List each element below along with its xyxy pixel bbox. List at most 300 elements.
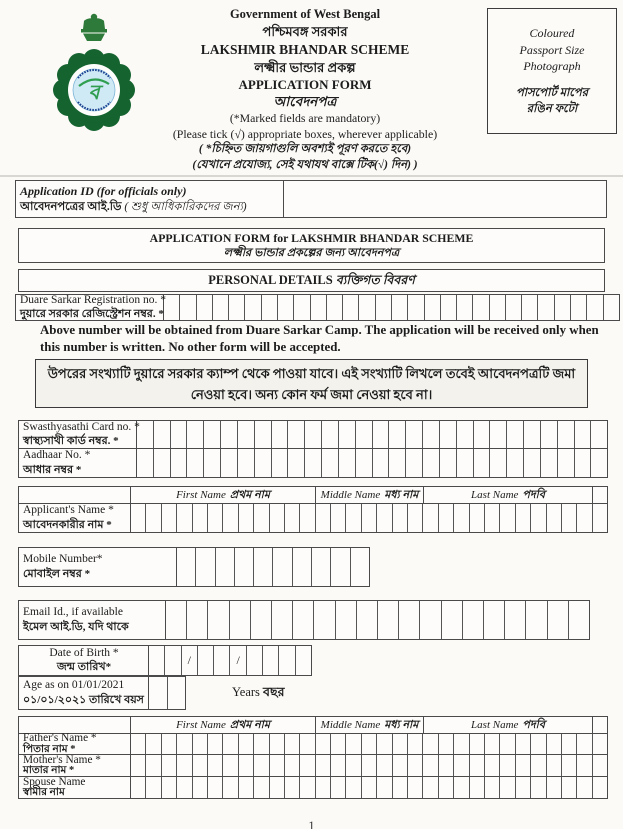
- char-box[interactable]: [284, 734, 299, 754]
- char-box[interactable]: [237, 449, 254, 477]
- char-box[interactable]: [407, 734, 422, 754]
- char-box[interactable]: [228, 295, 244, 320]
- char-box[interactable]: [424, 295, 440, 320]
- char-box[interactable]: [441, 601, 462, 639]
- char-box[interactable]: [310, 295, 326, 320]
- char-box[interactable]: [422, 504, 437, 532]
- char-box[interactable]: [576, 755, 591, 776]
- char-box[interactable]: [456, 421, 473, 448]
- char-box[interactable]: [469, 504, 484, 532]
- char-box[interactable]: [161, 504, 176, 532]
- char-box[interactable]: [186, 601, 207, 639]
- char-box[interactable]: [592, 734, 607, 754]
- char-box[interactable]: [207, 601, 228, 639]
- char-box[interactable]: [499, 734, 514, 754]
- char-box[interactable]: [250, 601, 271, 639]
- char-box[interactable]: [546, 777, 561, 798]
- char-box[interactable]: [372, 449, 389, 477]
- char-box[interactable]: [469, 734, 484, 754]
- application-id-label-en: Application ID (for officials only): [20, 183, 187, 198]
- char-box[interactable]: [315, 777, 330, 798]
- aadhaar-input-boxes[interactable]: [137, 449, 607, 477]
- family-header-end-cell: [593, 717, 607, 733]
- char-box[interactable]: [272, 548, 291, 586]
- char-box[interactable]: [222, 755, 237, 776]
- char-box[interactable]: [137, 449, 153, 477]
- dob-input-boxes[interactable]: [149, 646, 311, 675]
- char-box[interactable]: [570, 295, 586, 320]
- char-box[interactable]: [557, 421, 574, 448]
- char-box[interactable]: [192, 734, 207, 754]
- char-box[interactable]: [453, 734, 468, 754]
- char-box[interactable]: [196, 295, 212, 320]
- char-box[interactable]: [456, 295, 472, 320]
- char-box[interactable]: [561, 777, 576, 798]
- char-box[interactable]: [376, 504, 391, 532]
- field-email-id: [18, 600, 590, 640]
- char-box[interactable]: [170, 421, 187, 448]
- char-box[interactable]: [176, 734, 191, 754]
- char-box[interactable]: [284, 755, 299, 776]
- char-box[interactable]: [376, 777, 391, 798]
- family-header-spacer: [19, 717, 131, 733]
- char-box[interactable]: [292, 548, 311, 586]
- char-box[interactable]: [473, 421, 490, 448]
- char-box[interactable]: [254, 421, 271, 448]
- char-box[interactable]: [392, 777, 407, 798]
- char-box[interactable]: [590, 421, 607, 448]
- char-box[interactable]: [546, 755, 561, 776]
- char-box[interactable]: [530, 777, 545, 798]
- char-box[interactable]: [422, 449, 439, 477]
- char-box[interactable]: [345, 755, 360, 776]
- char-box[interactable]: [131, 734, 145, 754]
- char-box[interactable]: /: [229, 646, 245, 675]
- form-banner: [18, 228, 605, 263]
- char-box[interactable]: [537, 295, 553, 320]
- char-box[interactable]: [438, 777, 453, 798]
- char-box[interactable]: [521, 295, 537, 320]
- char-box[interactable]: [313, 601, 334, 639]
- char-box[interactable]: [392, 755, 407, 776]
- char-box[interactable]: [489, 421, 506, 448]
- char-box[interactable]: [299, 734, 314, 754]
- char-box[interactable]: [372, 421, 389, 448]
- form-title-bn: আবেদনপত্র: [273, 94, 337, 109]
- char-box[interactable]: [246, 646, 262, 675]
- family-middle-name-header: Middle Name মধ্য নাম: [316, 717, 424, 733]
- char-box[interactable]: [254, 449, 271, 477]
- char-box[interactable]: [137, 421, 153, 448]
- char-box[interactable]: [505, 295, 521, 320]
- char-box[interactable]: [220, 421, 237, 448]
- name-columns-header: [18, 486, 608, 503]
- char-box[interactable]: [176, 777, 191, 798]
- char-box[interactable]: [419, 601, 440, 639]
- char-box[interactable]: [186, 421, 203, 448]
- char-box[interactable]: [222, 734, 237, 754]
- char-box[interactable]: [330, 777, 345, 798]
- char-box[interactable]: [203, 449, 220, 477]
- char-box[interactable]: [355, 449, 372, 477]
- char-box[interactable]: [131, 777, 145, 798]
- char-box[interactable]: [195, 548, 214, 586]
- char-box[interactable]: [388, 421, 405, 448]
- char-box[interactable]: [203, 421, 220, 448]
- char-box[interactable]: [192, 755, 207, 776]
- char-box[interactable]: [472, 295, 488, 320]
- char-box[interactable]: [504, 601, 525, 639]
- char-box[interactable]: [499, 504, 514, 532]
- char-box[interactable]: [153, 449, 170, 477]
- char-box[interactable]: [456, 449, 473, 477]
- char-box[interactable]: [515, 504, 530, 532]
- field-date-of-birth: [18, 645, 312, 676]
- applicant-name-input-boxes[interactable]: [131, 504, 607, 532]
- spouse-name-input-boxes[interactable]: [131, 777, 607, 798]
- char-box[interactable]: [207, 734, 222, 754]
- char-box[interactable]: [422, 755, 437, 776]
- field-mobile-number: [18, 547, 370, 587]
- char-box[interactable]: [438, 504, 453, 532]
- email-input-boxes[interactable]: [166, 601, 589, 639]
- char-box[interactable]: [392, 734, 407, 754]
- char-box[interactable]: [576, 504, 591, 532]
- char-box[interactable]: [192, 777, 207, 798]
- char-box[interactable]: [576, 734, 591, 754]
- char-box[interactable]: [438, 734, 453, 754]
- char-box[interactable]: [166, 601, 186, 639]
- char-box[interactable]: [547, 601, 568, 639]
- char-box[interactable]: [315, 734, 330, 754]
- char-box[interactable]: [229, 601, 250, 639]
- char-box[interactable]: [358, 295, 374, 320]
- page-number: 1: [308, 818, 315, 829]
- char-box[interactable]: [453, 504, 468, 532]
- char-box[interactable]: [253, 734, 268, 754]
- mother-name-label: Mother's Name * মাতার নাম *: [19, 755, 131, 776]
- char-box[interactable]: [483, 601, 504, 639]
- char-box[interactable]: [391, 295, 407, 320]
- char-box[interactable]: [149, 677, 167, 709]
- char-box[interactable]: [330, 548, 349, 586]
- family-names-table: [18, 716, 608, 799]
- char-box[interactable]: [592, 777, 607, 798]
- char-box[interactable]: [484, 734, 499, 754]
- application-id-label-bn: আবেদনপত্রের আই.ডি ( শুধু আধিকারিকদের জন্য): [20, 200, 247, 213]
- char-box[interactable]: [149, 646, 164, 675]
- char-box[interactable]: [330, 504, 345, 532]
- char-box[interactable]: [407, 777, 422, 798]
- char-box[interactable]: [440, 295, 456, 320]
- char-box[interactable]: [326, 295, 342, 320]
- char-box[interactable]: [439, 449, 456, 477]
- char-box[interactable]: [355, 421, 372, 448]
- char-box[interactable]: [192, 504, 207, 532]
- father-name-input-boxes[interactable]: [131, 734, 607, 754]
- char-box[interactable]: [350, 548, 369, 586]
- char-box[interactable]: [197, 646, 213, 675]
- char-box[interactable]: [361, 777, 376, 798]
- char-box[interactable]: /: [181, 646, 197, 675]
- char-box[interactable]: [506, 449, 523, 477]
- char-box[interactable]: [525, 601, 546, 639]
- char-box[interactable]: [299, 777, 314, 798]
- char-box[interactable]: [540, 421, 557, 448]
- char-box[interactable]: [287, 449, 304, 477]
- char-box[interactable]: [590, 449, 607, 477]
- char-box[interactable]: [161, 734, 176, 754]
- char-box[interactable]: [176, 504, 191, 532]
- svg-text:ব: ব: [88, 82, 100, 104]
- char-box[interactable]: [473, 449, 490, 477]
- char-box[interactable]: [561, 734, 576, 754]
- char-box[interactable]: [489, 295, 505, 320]
- char-box[interactable]: [207, 777, 222, 798]
- char-box[interactable]: [361, 755, 376, 776]
- char-box[interactable]: [244, 295, 260, 320]
- char-box[interactable]: [484, 755, 499, 776]
- char-box[interactable]: [271, 449, 288, 477]
- application-id-value-field[interactable]: [284, 181, 606, 217]
- char-box[interactable]: [342, 295, 358, 320]
- char-box[interactable]: [253, 755, 268, 776]
- char-box[interactable]: [179, 295, 195, 320]
- char-box[interactable]: [237, 421, 254, 448]
- char-box[interactable]: [311, 548, 330, 586]
- char-box[interactable]: [523, 421, 540, 448]
- char-box[interactable]: [540, 449, 557, 477]
- char-box[interactable]: [407, 295, 423, 320]
- dob-label: Date of Birth * জন্ম তারিখ*: [19, 646, 149, 675]
- char-box[interactable]: [453, 755, 468, 776]
- age-years-suffix: Years বছর: [232, 685, 285, 699]
- char-box[interactable]: [554, 295, 570, 320]
- char-box[interactable]: [422, 777, 437, 798]
- char-box[interactable]: [335, 601, 356, 639]
- char-box[interactable]: [330, 734, 345, 754]
- char-box[interactable]: [515, 755, 530, 776]
- char-box[interactable]: [299, 755, 314, 776]
- char-box[interactable]: [222, 504, 237, 532]
- char-box[interactable]: [561, 504, 576, 532]
- char-box[interactable]: [398, 601, 419, 639]
- mother-name-input-boxes[interactable]: [131, 755, 607, 776]
- mobile-label: Mobile Number* মোবাইল নম্বর *: [19, 548, 177, 586]
- char-box[interactable]: [315, 504, 330, 532]
- char-box[interactable]: [345, 504, 360, 532]
- photo-box-bn1: পাসপোর্ট মাপের: [515, 86, 589, 99]
- char-box[interactable]: [238, 504, 253, 532]
- char-box[interactable]: [269, 777, 284, 798]
- char-box[interactable]: [131, 504, 145, 532]
- field-age: [18, 676, 186, 710]
- char-box[interactable]: [164, 646, 180, 675]
- char-box[interactable]: [145, 734, 160, 754]
- char-box[interactable]: [356, 601, 377, 639]
- char-box[interactable]: [376, 734, 391, 754]
- char-box[interactable]: [523, 449, 540, 477]
- passport-photo-box: [487, 8, 617, 134]
- char-box[interactable]: [295, 646, 311, 675]
- char-box[interactable]: [592, 755, 607, 776]
- char-box[interactable]: [489, 449, 506, 477]
- char-box[interactable]: [287, 421, 304, 448]
- char-box[interactable]: [186, 449, 203, 477]
- char-box[interactable]: [561, 755, 576, 776]
- email-label: Email Id., if available ইমেল আই.ডি, যদি থাকে: [19, 601, 166, 639]
- char-box[interactable]: [530, 504, 545, 532]
- swasthyasathi-input-boxes[interactable]: [137, 421, 607, 448]
- family-first-name-header: First Name প্রথম নাম: [131, 717, 316, 733]
- char-box[interactable]: [574, 449, 591, 477]
- char-box[interactable]: [422, 734, 437, 754]
- char-box[interactable]: [271, 421, 288, 448]
- char-box[interactable]: [234, 548, 253, 586]
- char-box[interactable]: [530, 734, 545, 754]
- char-box[interactable]: [484, 504, 499, 532]
- char-box[interactable]: [177, 548, 195, 586]
- char-box[interactable]: [361, 734, 376, 754]
- char-box[interactable]: [176, 755, 191, 776]
- char-box[interactable]: [304, 449, 321, 477]
- char-box[interactable]: [284, 777, 299, 798]
- char-box[interactable]: [338, 421, 355, 448]
- char-box[interactable]: [338, 449, 355, 477]
- char-box[interactable]: [499, 777, 514, 798]
- char-box[interactable]: [271, 601, 292, 639]
- char-box[interactable]: [407, 504, 422, 532]
- char-box[interactable]: [405, 421, 422, 448]
- char-box[interactable]: [153, 421, 170, 448]
- char-box[interactable]: [603, 295, 619, 320]
- char-box[interactable]: [261, 295, 277, 320]
- char-box[interactable]: [592, 504, 607, 532]
- char-box[interactable]: [574, 421, 591, 448]
- char-box[interactable]: [407, 755, 422, 776]
- char-box[interactable]: [469, 755, 484, 776]
- middle-name-column-header: Middle Name মধ্য নাম: [316, 487, 424, 503]
- char-box[interactable]: [330, 755, 345, 776]
- char-box[interactable]: [269, 734, 284, 754]
- char-box[interactable]: [222, 777, 237, 798]
- char-box[interactable]: [145, 504, 160, 532]
- char-box[interactable]: [170, 449, 187, 477]
- char-box[interactable]: [392, 504, 407, 532]
- duare-input-boxes[interactable]: [164, 295, 619, 320]
- age-input-boxes[interactable]: [149, 677, 185, 709]
- char-box[interactable]: [213, 646, 229, 675]
- char-box[interactable]: [586, 295, 602, 320]
- gov-title-bn: পশ্চিমবঙ্গ সরকার: [262, 24, 348, 39]
- field-swasthyasathi-card: [18, 420, 608, 449]
- char-box[interactable]: [238, 734, 253, 754]
- char-box[interactable]: [238, 777, 253, 798]
- application-id-row: [15, 180, 607, 218]
- mobile-input-boxes[interactable]: [177, 548, 369, 586]
- char-box[interactable]: [376, 755, 391, 776]
- char-box[interactable]: [238, 755, 253, 776]
- char-box[interactable]: [438, 755, 453, 776]
- char-box[interactable]: [207, 755, 222, 776]
- photo-box-line2: Passport Size: [519, 42, 585, 57]
- char-box[interactable]: [269, 755, 284, 776]
- char-box[interactable]: [167, 677, 186, 709]
- field-aadhaar-number: [18, 449, 608, 478]
- char-box[interactable]: [546, 734, 561, 754]
- char-box[interactable]: [212, 295, 228, 320]
- char-box[interactable]: [304, 421, 321, 448]
- char-box[interactable]: [388, 449, 405, 477]
- char-box[interactable]: [345, 734, 360, 754]
- char-box[interactable]: [484, 777, 499, 798]
- char-box[interactable]: [262, 646, 278, 675]
- char-box[interactable]: [253, 504, 268, 532]
- char-box[interactable]: [284, 504, 299, 532]
- char-box[interactable]: [499, 755, 514, 776]
- char-box[interactable]: [315, 755, 330, 776]
- name-header-end-cell: [593, 487, 607, 503]
- form-header: [140, 6, 470, 173]
- char-box[interactable]: [515, 777, 530, 798]
- char-box[interactable]: [462, 601, 483, 639]
- scheme-title-en: LAKSHMIR BHANDAR SCHEME: [200, 42, 410, 57]
- char-box[interactable]: [145, 777, 160, 798]
- personal-details-title-bn: ব্যক্তিগত বিবরণ: [335, 273, 415, 287]
- char-box[interactable]: [453, 777, 468, 798]
- char-box[interactable]: [345, 777, 360, 798]
- char-box[interactable]: [530, 755, 545, 776]
- char-box[interactable]: [299, 504, 314, 532]
- char-box[interactable]: [293, 295, 309, 320]
- char-box[interactable]: [405, 449, 422, 477]
- char-box[interactable]: [269, 504, 284, 532]
- char-box[interactable]: [220, 449, 237, 477]
- char-box[interactable]: [361, 504, 376, 532]
- char-box[interactable]: [292, 601, 313, 639]
- char-box[interactable]: [469, 777, 484, 798]
- char-box[interactable]: [375, 295, 391, 320]
- char-box[interactable]: [557, 449, 574, 477]
- char-box[interactable]: [277, 295, 293, 320]
- field-father-name: [18, 733, 608, 755]
- char-box[interactable]: [278, 646, 294, 675]
- char-box[interactable]: [321, 421, 338, 448]
- char-box[interactable]: [131, 755, 145, 776]
- personal-details-title-en: PERSONAL DETAILS: [208, 273, 333, 287]
- char-box[interactable]: [515, 734, 530, 754]
- char-box[interactable]: [253, 548, 272, 586]
- form-banner-title-en: APPLICATION FORM for LAKSHMIR BHANDAR SCHEME: [149, 231, 474, 245]
- char-box[interactable]: [253, 777, 268, 798]
- char-box[interactable]: [161, 777, 176, 798]
- char-box[interactable]: [145, 755, 160, 776]
- char-box[interactable]: [546, 504, 561, 532]
- char-box[interactable]: [506, 421, 523, 448]
- char-box[interactable]: [321, 449, 338, 477]
- char-box[interactable]: [422, 421, 439, 448]
- char-box[interactable]: [439, 421, 456, 448]
- char-box[interactable]: [164, 295, 179, 320]
- char-box[interactable]: [568, 601, 589, 639]
- char-box[interactable]: [576, 777, 591, 798]
- char-box[interactable]: [161, 755, 176, 776]
- applicant-name-table: [18, 486, 608, 533]
- char-box[interactable]: [377, 601, 398, 639]
- char-box[interactable]: [215, 548, 234, 586]
- char-box[interactable]: [207, 504, 222, 532]
- mandatory-note-bn: ( *চিহ্নিত জায়গাগুলি অবশ্যই পূরণ করতে হবে): [198, 143, 412, 155]
